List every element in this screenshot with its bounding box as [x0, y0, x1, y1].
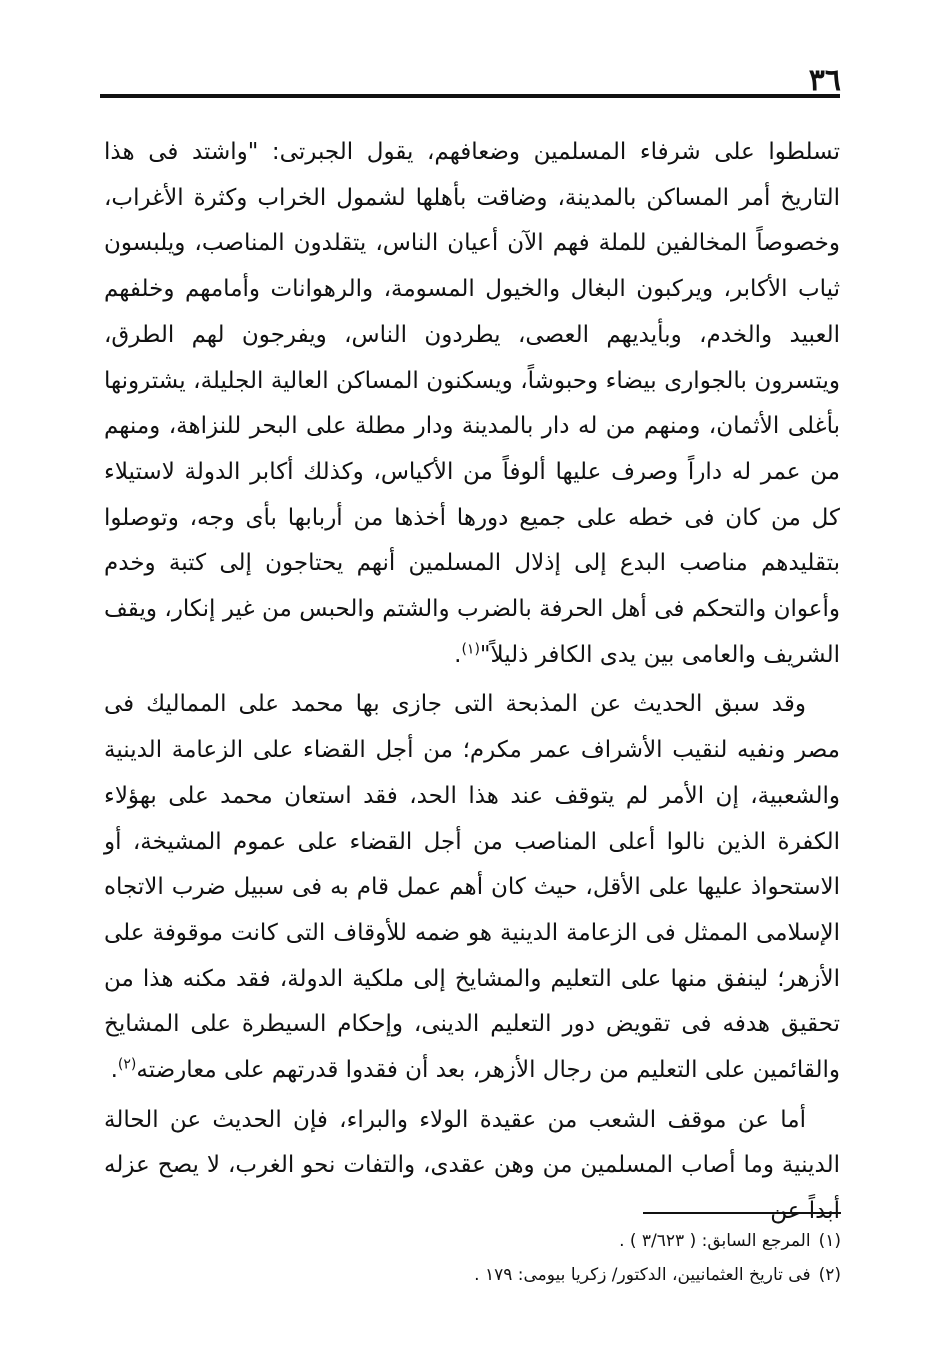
paragraph-3	[104, 1098, 840, 1235]
footnote-2	[101, 1258, 841, 1292]
footnote-reference-2: (٢)	[117, 1056, 137, 1073]
footnotes	[101, 1224, 841, 1292]
footnote-1	[101, 1224, 841, 1258]
header-rule	[100, 94, 840, 98]
paragraph-2	[104, 682, 840, 1093]
page-number: ٣٦	[808, 63, 841, 98]
paragraph-text: أما عن موقف الشعب من عقيدة الولاء والبراء، فإن الحديث عن الحالة الدينية وما أصاب المسلمين من وهن عقدى، والتفات نحو الغرب، لا يصح عزله أبداً عن	[104, 1106, 840, 1225]
footnote-text: المرجع السابق: ( ٣/٦٢٣ ) .	[619, 1231, 811, 1251]
body-text	[104, 130, 840, 1239]
footnote-separator	[643, 1212, 841, 1214]
footnote-number: (٢)	[818, 1265, 841, 1285]
footnote-number: (١)	[818, 1231, 841, 1251]
paragraph-text: تسلطوا على شرفاء المسلمين وضعافهم، يقول الجبرتى: "واشتد فى هذا التاريخ أمر المساكن بالمدينة، وضاقت بأهلها لشمول الخراب وكثرة الأغراب، وخصوصاً المخالفين للملة فهم الآن أعيان الناس، يتقلدون المناصب، ويلبسون ثياب الأكابر، ويركبون البغال والخيول المسومة، والرهوانات وأمامهم وخلفهم العبيد والخدم، وبأيديهم العصى، يطردون الناس، ويفرجون لهم الطرق، ويتسرون بالجوارى بيضاء وحبوشاً، ويسكنون المساكن العالية الجليلة، يشترونها بأغلى الأثمان، ومنهم من له دار بالمدينة ودار مطلة على البحر للنزاهة، ومنهم من عمر له داراً وصرف عليها ألوفاً من الأكياس، وكذلك أكابر الدولة لاستيلاء كل من كان فى خطه على جميع دورها أخذها من أربابها بأى وجه، وتوصلوا بتقليدهم مناصب البدع إلى إذلال المسلمين أنهم يحتاجون إلى كتبة وخدم وأعوان والتحكم فى أهل الحرفة بالضرب والشتم والحبس من غير إنكار، ويقف الشريف والعامى بين يدى الكافر ذليلاً"	[104, 139, 840, 668]
footnote-text: فى تاريخ العثمانيين، الدكتور/ زكريا بيومى: ١٧٩ .	[474, 1265, 811, 1285]
paragraph-end: .	[454, 641, 462, 668]
paragraph-end: .	[110, 1057, 118, 1084]
paragraph-text: وقد سبق الحديث عن المذبحة التى جازى بها محمد على المماليك فى مصر ونفيه لنقيب الأشراف عمر مكرم؛ من أجل القضاء على الزعامة الدينية والشعبية، إن الأمر لم يتوقف عند هذا الحد، فقد استعان محمد على بهؤلاء الكفرة الذين نالوا أعلى المناصب من أجل القضاء على عموم المشيخة، أو الاستحواذ عليها على الأقل، حيث كان أهم عمل قام به فى سبيل ضرب الاتجاه الإسلامى الممثل فى الزعامة الدينية هو ضمه للأوقاف التى كانت موقوفة على الأزهر؛ لينفق منها على التعليم والمشايخ إلى ملكية الدولة، فقد مكنه هذا من تحقيق هدفه فى تقويض دور التعليم الدينى، وإحكام السيطرة على المشايخ والقائمين على التعليم من رجال الأزهر، بعد أن فقدوا قدرتهم على معارضته	[104, 691, 840, 1084]
paragraph-1	[104, 130, 840, 678]
footnote-reference-1: (١)	[461, 641, 480, 658]
